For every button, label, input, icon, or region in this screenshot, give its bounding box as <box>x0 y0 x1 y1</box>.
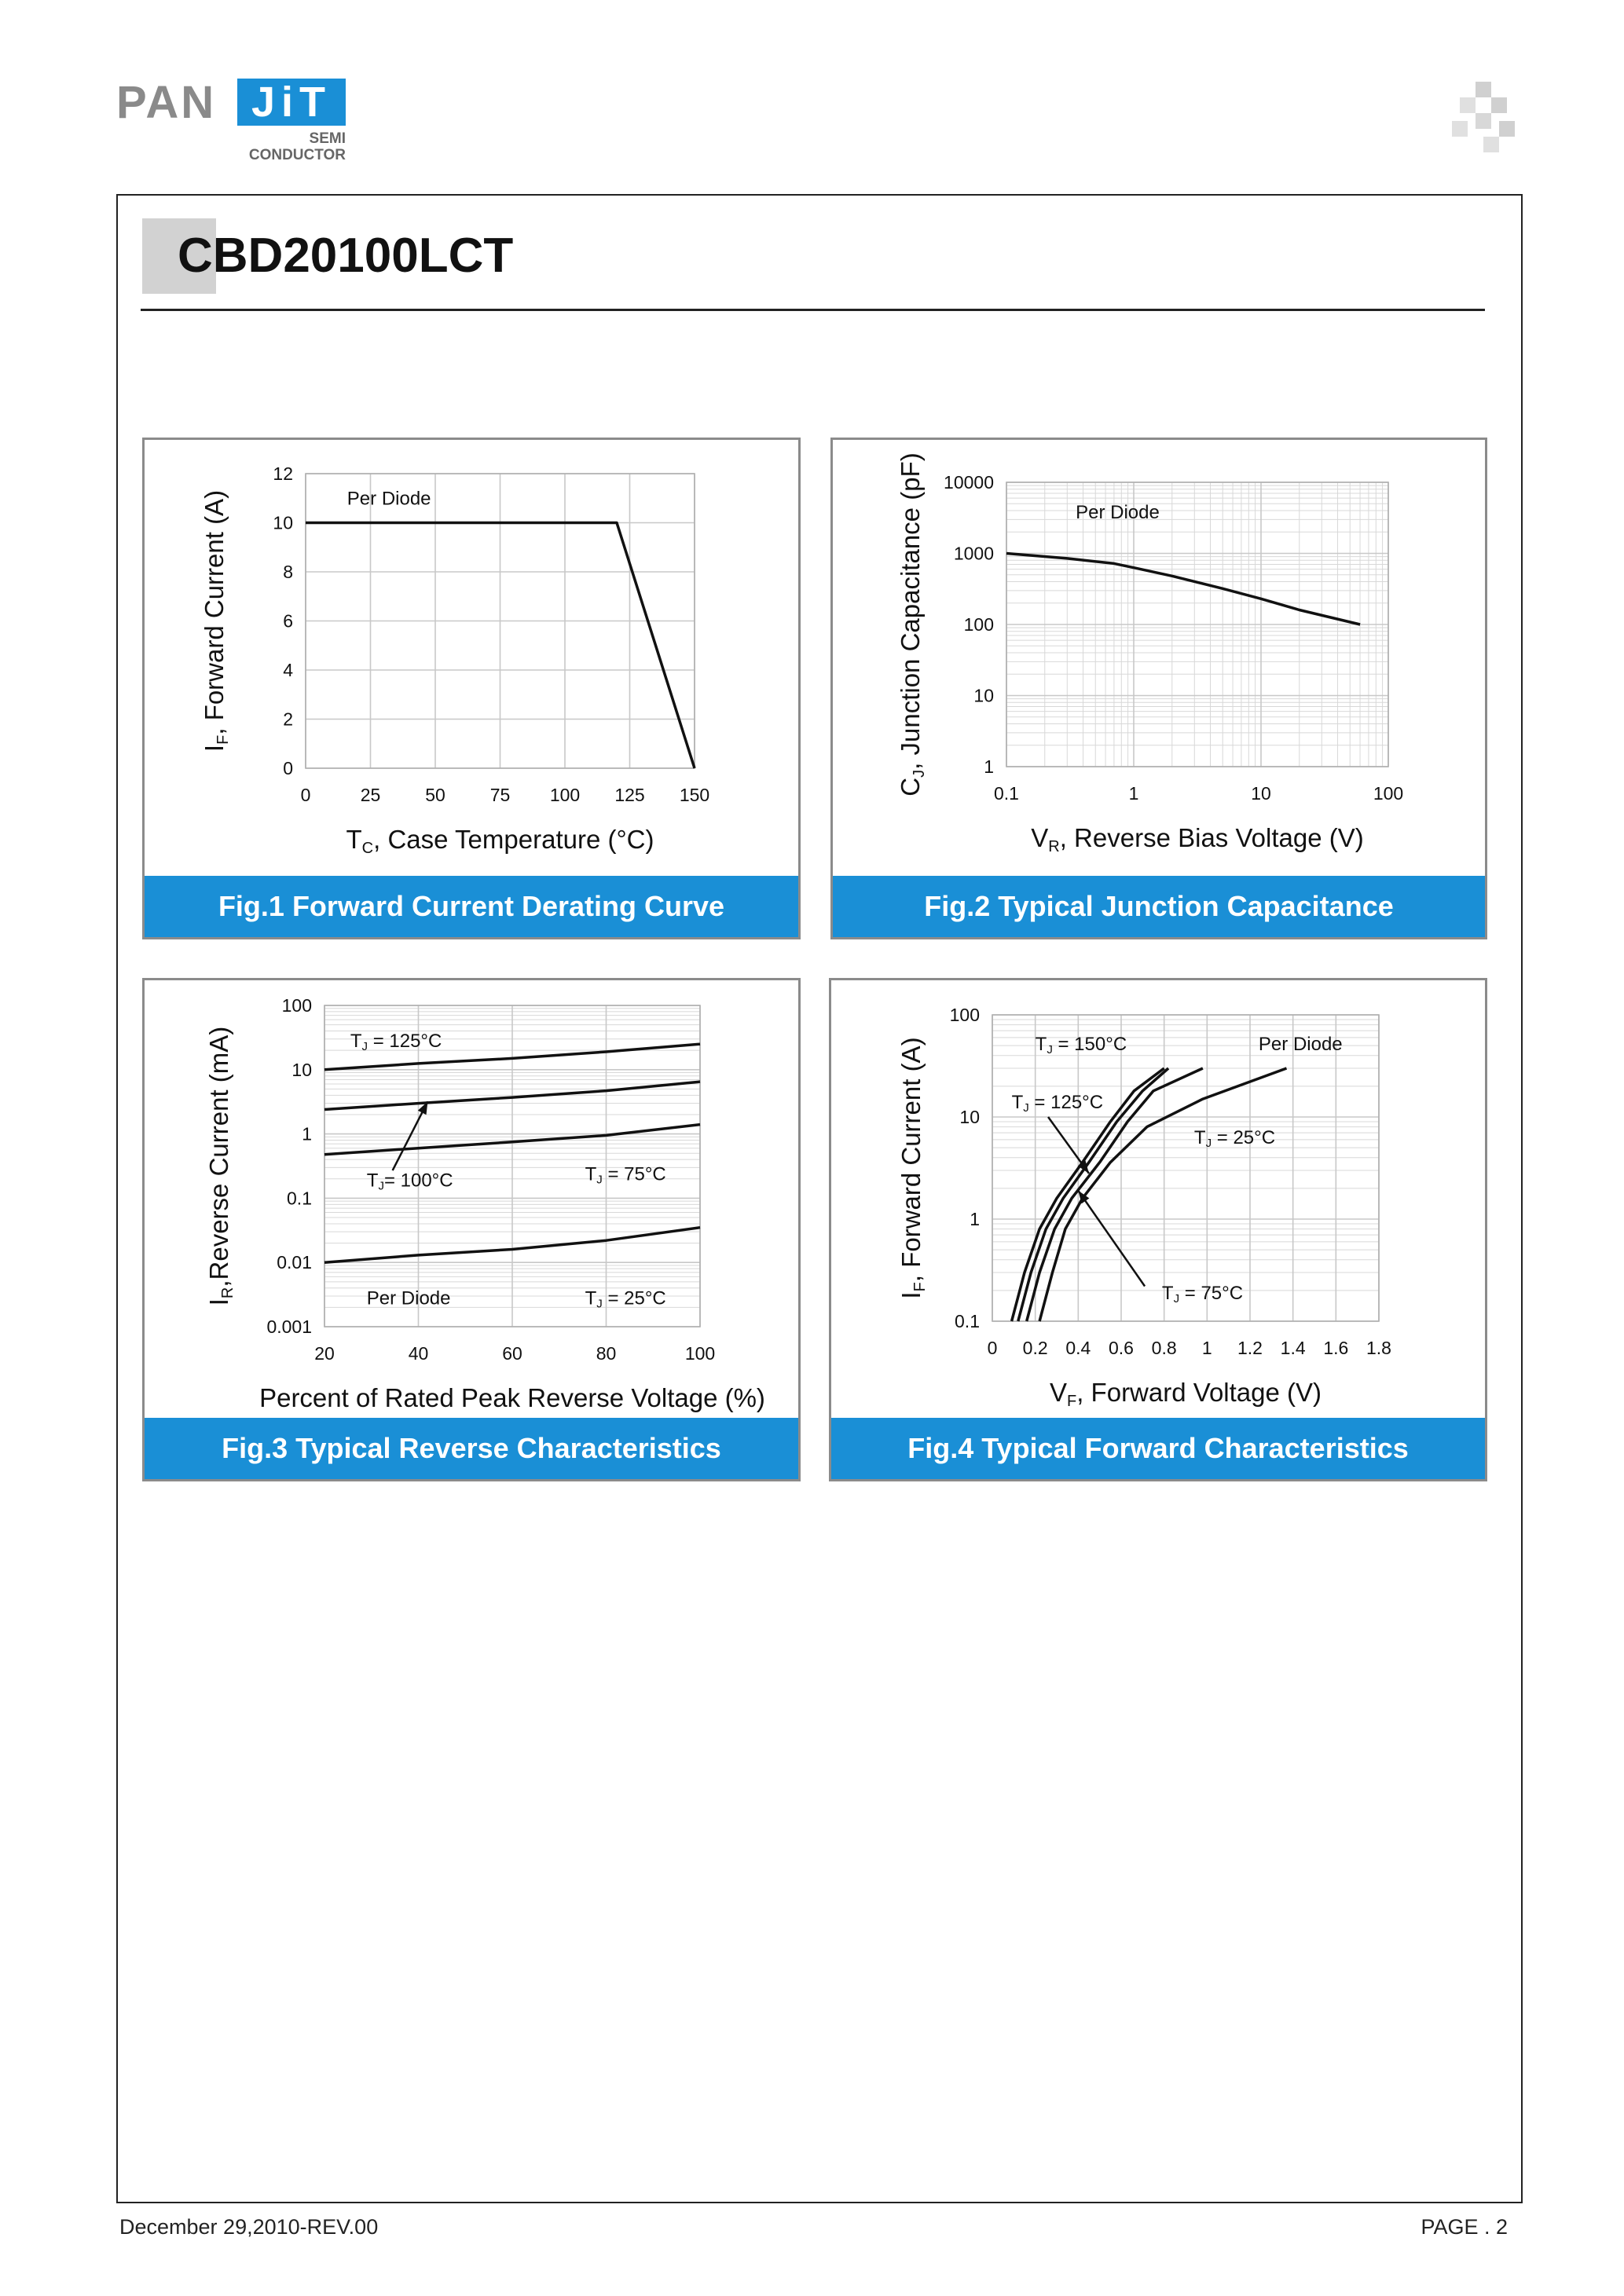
fig1-x-tick-label: 0 <box>300 785 311 805</box>
fig3-per-diode-label: Per Diode <box>366 1287 451 1309</box>
fig3-x-tick-label: 40 <box>408 1343 429 1364</box>
fig4-y-tick-label: 0.1 <box>955 1311 980 1331</box>
fig4-x-tick-label: 1.6 <box>1323 1338 1349 1358</box>
fig2-y-tick-label: 1000 <box>953 543 994 564</box>
fig3-temp-label: TJ = 25°C <box>585 1287 666 1311</box>
fig4-arrow-line <box>1078 1191 1145 1287</box>
fig2-y-tick-label: 10000 <box>944 472 994 493</box>
fig2-y-tick-label: 100 <box>963 614 994 635</box>
fig1-x-tick-label: 100 <box>549 785 581 805</box>
fig3-y-axis-label: IR,Reverse Current (mA) <box>204 1026 236 1306</box>
fig3-x-tick-label: 20 <box>314 1343 335 1364</box>
chart-fig3 <box>145 980 798 1418</box>
brand-name-right: JiT <box>237 79 346 126</box>
figure-panel-2 <box>830 438 1487 939</box>
fig4-temp-label: TJ = 150°C <box>1035 1033 1127 1056</box>
fig2-x-tick-label: 10 <box>1251 783 1271 804</box>
fig4-per-diode-label: Per Diode <box>1258 1033 1343 1055</box>
title-rule <box>141 309 1485 311</box>
fig3-x-axis-label: Percent of Rated Peak Reverse Voltage (%) <box>259 1383 765 1412</box>
fig1-tick-labels <box>273 463 709 805</box>
fig3-x-tick-label: 100 <box>684 1343 716 1364</box>
chart-fig2 <box>833 440 1485 876</box>
fig4-y-tick-label: 10 <box>959 1107 980 1127</box>
fig1-x-tick-label: 125 <box>614 785 645 805</box>
fig1-y-tick-label: 4 <box>283 660 293 680</box>
fig3-y-tick-label: 0.1 <box>287 1188 312 1209</box>
fig4-x-tick-label: 0.4 <box>1065 1338 1091 1358</box>
chart-fig4 <box>831 980 1485 1418</box>
fig4-temp-label: TJ = 25°C <box>1193 1127 1276 1151</box>
fig3-y-tick-label: 0.001 <box>266 1316 312 1337</box>
corner-checker-icon <box>1452 82 1523 152</box>
fig2-x-tick-label: 0.1 <box>994 783 1019 804</box>
fig1-y-tick-label: 12 <box>273 463 293 484</box>
fig1-y-tick-label: 2 <box>283 709 293 730</box>
fig3-x-tick-label: 80 <box>596 1343 617 1364</box>
fig1-caption: Fig.1 Forward Current Derating Curve <box>145 876 798 937</box>
figure-panel-3 <box>142 978 801 1481</box>
fig4-caption: Fig.4 Typical Forward Characteristics <box>831 1418 1485 1479</box>
chart-fig1 <box>145 440 798 876</box>
page-title: CBD20100LCT <box>178 229 514 283</box>
fig3-y-tick-label: 0.01 <box>277 1252 312 1273</box>
fig1-y-axis-label: IF, Forward Current (A) <box>200 489 232 753</box>
fig2-y-tick-label: 10 <box>973 685 994 706</box>
fig2-y-tick-label: 1 <box>984 756 994 777</box>
fig4-x-tick-label: 1.8 <box>1366 1338 1391 1358</box>
fig1-y-tick-label: 10 <box>273 512 293 533</box>
brand-subtitle-line1: SEMI <box>309 130 346 147</box>
fig2-caption: Fig.2 Typical Junction Capacitance <box>833 876 1485 937</box>
fig2-grid <box>1006 482 1388 767</box>
brand-logo <box>116 77 352 174</box>
fig3-temp-label: TJ= 100°C <box>366 1170 453 1193</box>
footer-page-number: PAGE . 2 <box>1421 2215 1508 2239</box>
fig2-x-axis-label: VR, Reverse Bias Voltage (V) <box>1031 823 1364 855</box>
fig4-x-tick-label: 1.4 <box>1280 1338 1306 1358</box>
fig4-temp-label: TJ = 75°C <box>1161 1282 1244 1305</box>
fig3-x-tick-label: 60 <box>502 1343 522 1364</box>
fig1-y-tick-label: 0 <box>283 758 293 778</box>
fig3-y-tick-label: 1 <box>302 1123 312 1144</box>
fig2-x-tick-label: 100 <box>1373 783 1404 804</box>
fig4-x-axis-label: VF, Forward Voltage (V) <box>1049 1378 1322 1410</box>
fig3-y-tick-label: 10 <box>291 1059 312 1080</box>
fig4-x-tick-label: 0 <box>987 1338 998 1358</box>
fig4-y-tick-label: 1 <box>970 1209 980 1229</box>
fig2-y-axis-label: CJ, Junction Capacitance (pF) <box>896 452 928 796</box>
fig1-x-tick-label: 150 <box>679 785 710 805</box>
figure-panel-1 <box>142 438 801 939</box>
fig2-per-diode-label: Per Diode <box>1076 502 1160 524</box>
fig1-x-tick-label: 25 <box>360 785 381 805</box>
fig2-tick-labels <box>944 472 1403 804</box>
fig4-x-tick-label: 0.2 <box>1022 1338 1048 1358</box>
figure-panel-4 <box>829 978 1487 1481</box>
fig1-x-axis-label: TC, Case Temperature (°C) <box>346 825 654 857</box>
brand-subtitle <box>234 130 346 163</box>
brand-subtitle-line2: CONDUCTOR <box>248 147 346 163</box>
fig1-x-tick-label: 75 <box>489 785 511 805</box>
fig4-x-tick-label: 0.6 <box>1109 1338 1134 1358</box>
fig3-caption: Fig.3 Typical Reverse Characteristics <box>145 1418 798 1479</box>
fig3-y-tick-label: 100 <box>281 995 312 1016</box>
footer-date: December 29,2010-REV.00 <box>119 2215 379 2239</box>
fig4-y-tick-label: 100 <box>949 1005 980 1025</box>
brand-name-left: PAN <box>116 77 217 128</box>
fig1-grid <box>306 474 695 768</box>
fig1-x-tick-label: 50 <box>425 785 445 805</box>
fig4-x-tick-label: 1.2 <box>1237 1338 1263 1358</box>
fig4-temp-label: TJ = 125°C <box>1011 1092 1104 1115</box>
fig1-y-tick-label: 6 <box>283 610 293 632</box>
fig3-temp-label: TJ = 125°C <box>350 1031 442 1054</box>
fig3-temp-label: TJ = 75°C <box>585 1163 666 1187</box>
fig2-x-tick-label: 1 <box>1128 783 1139 804</box>
fig4-x-tick-label: 1 <box>1201 1338 1212 1358</box>
fig4-y-axis-label: IF, Forward Current (A) <box>896 1037 929 1299</box>
fig1-y-tick-label: 8 <box>283 562 293 582</box>
fig1-per-diode-label: Per Diode <box>346 488 431 510</box>
fig4-x-tick-label: 0.8 <box>1151 1338 1177 1358</box>
